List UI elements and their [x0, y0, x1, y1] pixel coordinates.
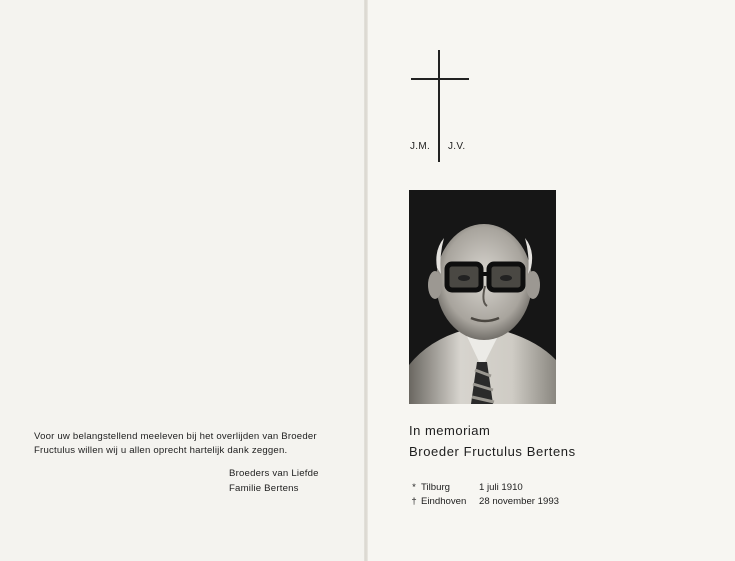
thanks-line-2: Fructulus willen wij u allen oprecht hartelijk dank zeggen. [34, 445, 288, 456]
birth-row [409, 481, 609, 495]
life-dates [409, 481, 609, 509]
signers [229, 466, 319, 496]
birth-date: 1 juli 1910 [479, 482, 523, 493]
right-panel [368, 0, 735, 561]
birth-star-icon: * [412, 482, 416, 493]
monogram-left: J.M. [410, 141, 431, 152]
monogram-right: J.V. [448, 141, 466, 152]
birth-place: Tilburg [421, 482, 450, 493]
death-cross-icon: † [411, 496, 417, 507]
death-date: 28 november 1993 [479, 496, 560, 507]
memoriam-heading: In memoriam [409, 423, 491, 438]
thank-you-text [34, 430, 334, 458]
portrait-photo [409, 190, 556, 404]
death-place: Eindhoven [421, 496, 467, 507]
thanks-line-1: Voor uw belangstellend meeleven bij het overlijden van Broeder [34, 431, 317, 442]
signer-1: Broeders van Liefde [229, 468, 319, 479]
death-row [409, 495, 609, 509]
signer-2: Familie Bertens [229, 483, 299, 494]
left-panel [0, 0, 364, 561]
deceased-name: Broeder Fructulus Bertens [409, 444, 576, 459]
portrait-illustration [409, 190, 556, 404]
